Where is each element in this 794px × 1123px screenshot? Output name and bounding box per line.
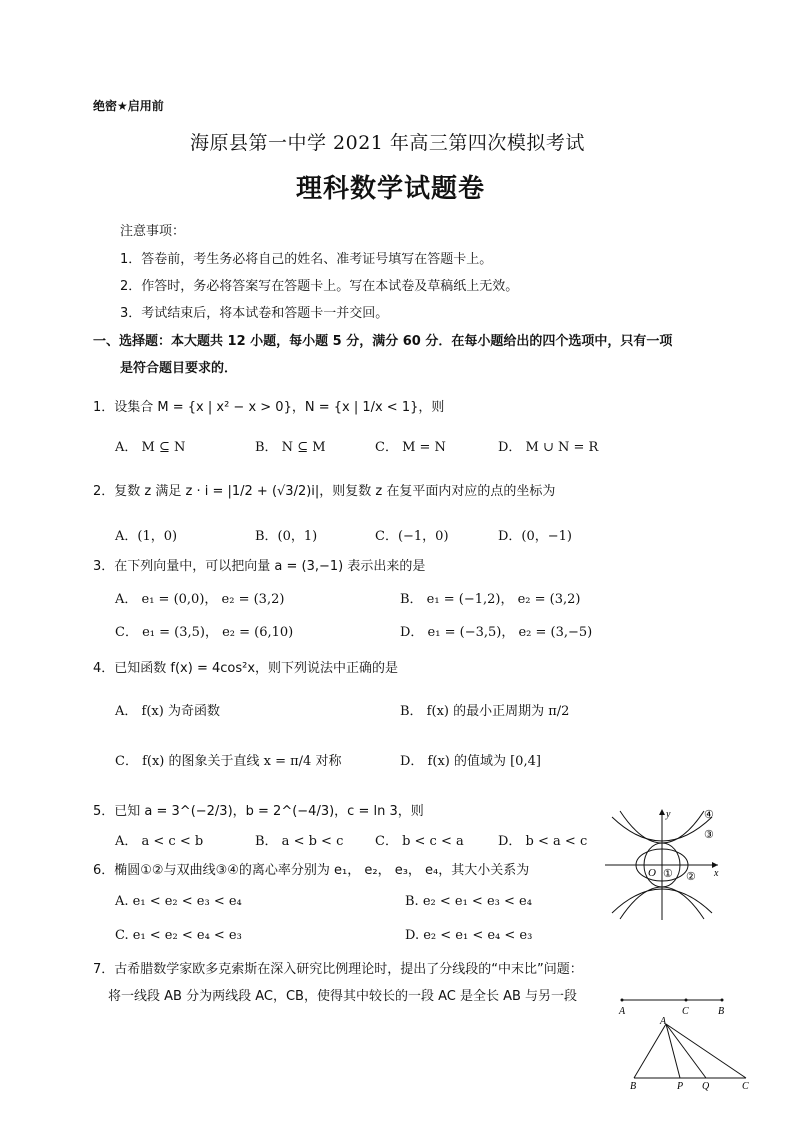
q6-option-c: C. e₁ < e₂ < e₄ < e₃ bbox=[115, 928, 242, 943]
label-b: B bbox=[718, 1006, 725, 1016]
question-6-stem: 6．椭圆①②与双曲线③④的离心率分别为 e₁， e₂， e₃， e₄，其大小关系为 bbox=[93, 863, 530, 878]
q2-option-b: B．(0，1) bbox=[255, 529, 318, 544]
notes-heading: 注意事项： bbox=[120, 224, 186, 239]
q3-option-b: B． e₁ = (−1,2)， e₂ = (3,2) bbox=[400, 592, 581, 607]
conic-figure bbox=[600, 805, 725, 923]
q3-option-a: A． e₁ = (0,0)， e₂ = (3,2) bbox=[115, 592, 285, 607]
curve-3-label: ③ bbox=[704, 829, 714, 841]
point-a bbox=[621, 999, 624, 1002]
section-heading-cont: 是符合题目要求的． bbox=[120, 361, 238, 376]
question-7-line1: 7．古希腊数学家欧多克索斯在深入研究比例理论时，提出了分线段的“中末比”问题： bbox=[93, 962, 583, 977]
note-item: 3．考试结束后，将本试卷和答题卡一并交回。 bbox=[120, 306, 389, 321]
question-3-stem: 3．在下列向量中，可以把向量 a = (3,−1) 表示出来的是 bbox=[93, 559, 426, 574]
q1-option-c: C． M = N bbox=[375, 440, 446, 455]
q5-option-c: C． b < c < a bbox=[375, 834, 464, 849]
label-c: C bbox=[682, 1006, 689, 1016]
section-heading: 一、选择题：本大题共 12 小题，每小题 5 分，满分 60 分．在每小题给出的四个选项中，只有一项 bbox=[93, 334, 673, 349]
note-item: 1．答卷前，考生务必将自己的姓名、准考证号填写在答题卡上。 bbox=[120, 252, 493, 267]
q4-option-a: A． f(x) 为奇函数 bbox=[115, 704, 220, 719]
q5-option-a: A． a < c < b bbox=[115, 834, 204, 849]
y-label: y bbox=[666, 809, 671, 820]
q3-option-c: C． e₁ = (3,5)， e₂ = (6,10) bbox=[115, 625, 294, 640]
q1-option-d: D． M ∪ N = R bbox=[498, 440, 599, 455]
y-axis-arrow bbox=[659, 809, 665, 815]
question-7-line2: 将一线段 AB 分为两线段 AC，CB，使得其中较长的一段 AC 是全长 AB 与另一段 bbox=[108, 989, 578, 1004]
label-a: A bbox=[660, 1016, 667, 1027]
question-1-stem: 1．设集合 M = {x | x² − x > 0}，N = {x | 1/x < 1}，则 bbox=[93, 400, 445, 415]
q4-option-b: B． f(x) 的最小正周期为 π/2 bbox=[400, 704, 570, 719]
exam-title: 海原县第一中学 2021 年高三第四次模拟考试 bbox=[190, 132, 585, 154]
label-b: B bbox=[630, 1081, 637, 1092]
label-c: C bbox=[742, 1081, 749, 1092]
question-5-stem: 5．已知 a = 3^(−2/3)，b = 2^(−4/3)，c = ln 3，则 bbox=[93, 804, 424, 819]
q6-option-d: D. e₂ < e₁ < e₄ < e₃ bbox=[405, 928, 533, 943]
q2-option-d: D．(0，−1) bbox=[498, 529, 573, 544]
q1-option-b: B． N ⊆ M bbox=[255, 440, 326, 455]
q4-option-d: D． f(x) 的值域为 [0,4] bbox=[400, 754, 541, 769]
question-2-stem: 2．复数 z 满足 z · i = |1/2 + (√3/2)i|，则复数 z 在复平面内对应的点的坐标为 bbox=[93, 484, 556, 499]
point-b bbox=[721, 999, 724, 1002]
triangle-figure bbox=[622, 1016, 757, 1092]
curve-1-label: ① bbox=[663, 868, 673, 880]
paper-title: 理科数学试题卷 bbox=[296, 174, 486, 204]
curve-2-label: ② bbox=[686, 871, 696, 883]
confidential-header: 绝密★启用前 bbox=[93, 99, 164, 113]
q6-option-b: B. e₂ < e₁ < e₃ < e₄ bbox=[405, 894, 532, 909]
segment-aq bbox=[666, 1024, 706, 1078]
segment-figure bbox=[612, 992, 732, 1016]
q4-option-c: C． f(x) 的图象关于直线 x = π/4 对称 bbox=[115, 754, 342, 769]
q6-option-a: A. e₁ < e₂ < e₃ < e₄ bbox=[115, 894, 242, 909]
x-label: x bbox=[714, 868, 719, 879]
q2-option-c: C．(−1，0) bbox=[375, 529, 449, 544]
curve-4-label: ④ bbox=[704, 809, 714, 821]
label-a: A bbox=[619, 1006, 626, 1016]
q5-option-d: D． b < a < c bbox=[498, 834, 588, 849]
side-ab bbox=[634, 1024, 666, 1078]
q1-option-a: A． M ⊆ N bbox=[115, 440, 186, 455]
origin-label: O bbox=[648, 867, 656, 879]
q2-option-a: A．(1，0) bbox=[115, 529, 178, 544]
question-4-stem: 4．已知函数 f(x) = 4cos²x，则下列说法中正确的是 bbox=[93, 661, 399, 676]
note-item: 2．作答时，务必将答案写在答题卡上。写在本试卷及草稿纸上无效。 bbox=[120, 279, 519, 294]
q5-option-b: B． a < b < c bbox=[255, 834, 344, 849]
point-c bbox=[685, 999, 688, 1002]
label-q: Q bbox=[702, 1081, 710, 1092]
q3-option-d: D． e₁ = (−3,5)， e₂ = (3,−5) bbox=[400, 625, 593, 640]
label-p: P bbox=[677, 1081, 684, 1092]
